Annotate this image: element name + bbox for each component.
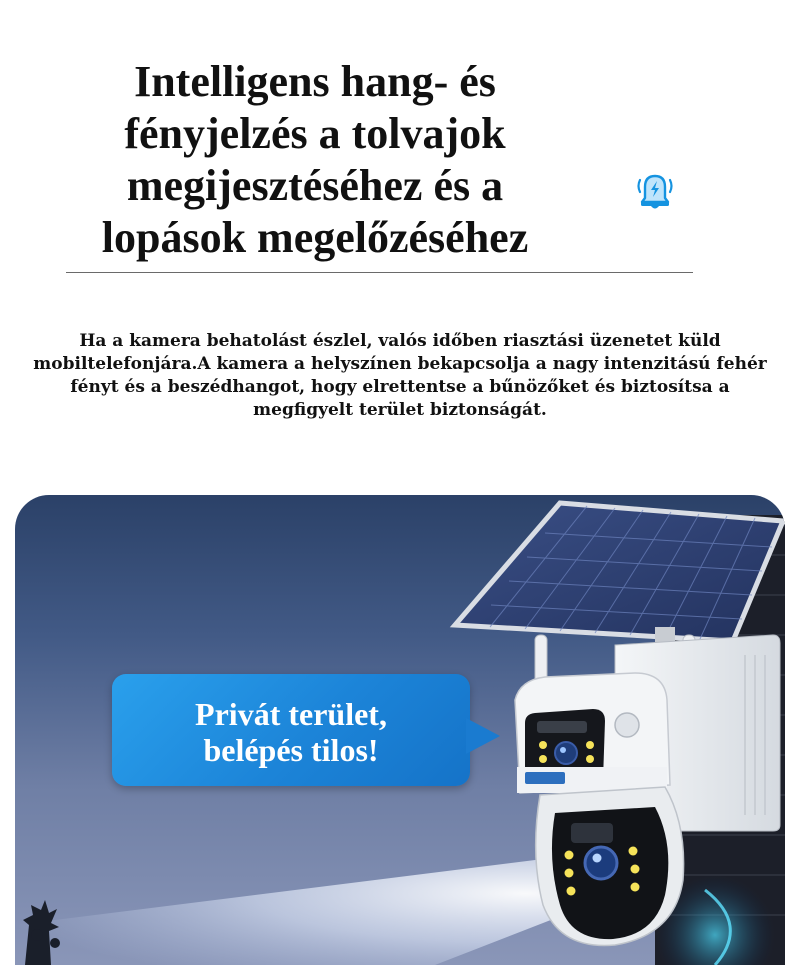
- speech-bubble-tail: [466, 718, 500, 754]
- headline: [60, 56, 570, 264]
- speech-bubble-line: Privát terület,: [195, 696, 387, 732]
- speech-bubble-line: belépés tilos!: [203, 732, 379, 768]
- headline-line: megijesztéséhez és a: [126, 161, 504, 210]
- alarm-bell-icon: [632, 168, 678, 214]
- headline-line: fényjelzés a tolvajok: [124, 109, 506, 158]
- headline-line: Intelligens hang- és: [134, 57, 496, 106]
- description-text: Ha a kamera behatolást észlel, valós időben riasztási üzenetet küld mobiltelefonjára.A kamera a helyszínen bekapcsolja a nagy intenzitású fehér fényt és a beszédhangot, hogy elrettentse a bűnözőket és biztosítsa a megfigyelt terület biztonságát.: [33, 331, 767, 420]
- speech-bubble-text: [112, 696, 470, 768]
- headline-line: lopások megelőzéséhez: [101, 213, 529, 262]
- divider: [66, 272, 693, 273]
